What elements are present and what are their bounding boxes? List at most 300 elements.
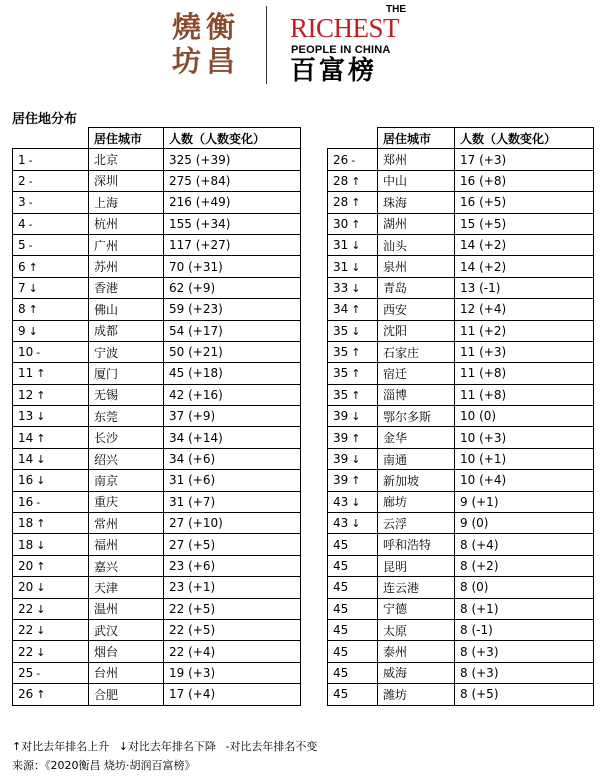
rank-cell bbox=[13, 427, 89, 448]
logo-people-in-china: PEOPLE IN CHINA bbox=[291, 44, 391, 56]
hengchang-seal-logo bbox=[172, 10, 240, 80]
trend-icon: ↑ bbox=[351, 174, 361, 188]
rank-cell bbox=[13, 149, 89, 170]
table-row bbox=[13, 299, 301, 320]
trend-icon: ↓ bbox=[36, 453, 46, 467]
table-row bbox=[13, 234, 301, 255]
trend-icon: - bbox=[28, 239, 33, 253]
count-cell: 14 (+2) bbox=[455, 234, 594, 255]
table-row bbox=[13, 577, 301, 598]
count-cell: 325 (+39) bbox=[164, 149, 301, 170]
count-header: 人数（人数变化） bbox=[455, 128, 594, 149]
table-row bbox=[328, 234, 594, 255]
trend-icon: - bbox=[36, 346, 41, 360]
rank-cell bbox=[13, 641, 89, 662]
city-cell: 广州 bbox=[89, 234, 164, 255]
rank-value: 35 bbox=[333, 387, 349, 402]
table-row bbox=[328, 384, 594, 405]
trend-icon: ↑ bbox=[351, 474, 361, 488]
count-cell: 27 (+10) bbox=[164, 513, 301, 534]
rank-value: 22 bbox=[18, 623, 34, 638]
table-row bbox=[13, 320, 301, 341]
rank-value: 4 bbox=[18, 216, 26, 231]
rank-cell bbox=[328, 427, 378, 448]
legend-down: ↓对比去年排名下降 bbox=[118, 740, 216, 753]
trend-icon: ↓ bbox=[351, 410, 361, 424]
rank-cell bbox=[13, 384, 89, 405]
city-cell: 沈阳 bbox=[378, 320, 455, 341]
city-cell: 泉州 bbox=[378, 256, 455, 277]
count-header: 人数（人数变化） bbox=[164, 128, 301, 149]
rank-cell bbox=[13, 256, 89, 277]
city-cell: 杭州 bbox=[89, 213, 164, 234]
rank-cell bbox=[328, 234, 378, 255]
logo-divider bbox=[266, 6, 267, 84]
city-cell: 厦门 bbox=[89, 363, 164, 384]
table-row bbox=[13, 534, 301, 555]
rank-cell bbox=[328, 384, 378, 405]
count-cell: 275 (+84) bbox=[164, 170, 301, 191]
rank-cell bbox=[328, 577, 378, 598]
rank-value: 39 bbox=[333, 409, 349, 424]
rank-cell bbox=[13, 534, 89, 555]
trend-icon: - bbox=[28, 196, 33, 210]
rank-cell bbox=[13, 406, 89, 427]
city-cell: 福州 bbox=[89, 534, 164, 555]
seal-char: 坊 bbox=[172, 44, 202, 78]
trend-icon: ↓ bbox=[351, 517, 361, 531]
count-cell: 17 (+4) bbox=[164, 684, 301, 705]
city-cell: 绍兴 bbox=[89, 448, 164, 469]
count-cell: 12 (+4) bbox=[455, 299, 594, 320]
trend-icon: ↑ bbox=[36, 560, 46, 573]
rank-header bbox=[328, 128, 378, 149]
rank-cell bbox=[13, 684, 89, 705]
table-row bbox=[13, 427, 301, 448]
rank-value: 39 bbox=[333, 473, 349, 488]
trend-icon: - bbox=[36, 666, 41, 680]
city-cell: 青岛 bbox=[378, 277, 455, 298]
table-row bbox=[13, 213, 301, 234]
count-cell: 54 (+17) bbox=[164, 320, 301, 341]
trend-icon: ↑ bbox=[36, 388, 46, 402]
count-cell: 8 (+3) bbox=[455, 641, 594, 662]
count-cell: 11 (+8) bbox=[455, 363, 594, 384]
count-cell: 10 (+4) bbox=[455, 470, 594, 491]
trend-icon: ↓ bbox=[28, 281, 38, 295]
trend-icon: ↓ bbox=[28, 324, 38, 338]
city-cell: 宁波 bbox=[89, 341, 164, 362]
trend-icon: ↑ bbox=[36, 367, 46, 381]
rank-value: 26 bbox=[18, 687, 34, 702]
rank-value: 16 bbox=[18, 494, 34, 509]
table-row bbox=[13, 684, 301, 705]
city-cell: 汕头 bbox=[378, 234, 455, 255]
count-cell: 27 (+5) bbox=[164, 534, 301, 555]
city-cell: 连云港 bbox=[378, 577, 455, 598]
table-row bbox=[13, 149, 301, 170]
rank-value: 18 bbox=[18, 516, 34, 531]
count-cell: 11 (+3) bbox=[455, 341, 594, 362]
city-cell: 呼和浩特 bbox=[378, 534, 455, 555]
rank-header bbox=[13, 128, 89, 149]
rank-cell bbox=[328, 619, 378, 640]
count-cell: 16 (+5) bbox=[455, 192, 594, 213]
table-row bbox=[13, 170, 301, 191]
count-cell: 16 (+8) bbox=[455, 170, 594, 191]
city-cell: 南通 bbox=[378, 448, 455, 469]
trend-icon: ↓ bbox=[351, 453, 361, 467]
trend-icon: - bbox=[28, 217, 33, 231]
table-row bbox=[13, 513, 301, 534]
rank-cell bbox=[328, 299, 378, 320]
table-row bbox=[13, 341, 301, 362]
rank-cell bbox=[328, 256, 378, 277]
count-cell: 216 (+49) bbox=[164, 192, 301, 213]
rank-value: 35 bbox=[333, 345, 349, 360]
count-cell: 8 (+2) bbox=[455, 555, 594, 576]
rank-cell bbox=[13, 448, 89, 469]
rank-value: 18 bbox=[18, 537, 34, 552]
count-cell: 31 (+7) bbox=[164, 491, 301, 512]
city-cell: 温州 bbox=[89, 598, 164, 619]
rank-cell bbox=[13, 363, 89, 384]
count-cell: 14 (+2) bbox=[455, 256, 594, 277]
source-note: 来源：《2020衡昌 烧坊·胡润百富榜》 bbox=[12, 759, 196, 772]
rank-value: 31 bbox=[333, 259, 349, 274]
seal-char: 昌 bbox=[206, 44, 236, 78]
table-row bbox=[13, 555, 301, 576]
city-cell: 威海 bbox=[378, 662, 455, 683]
city-cell: 南京 bbox=[89, 470, 164, 491]
trend-icon: ↑ bbox=[36, 431, 46, 445]
rank-cell bbox=[13, 619, 89, 640]
legend-up: ↑对比去年排名上升 bbox=[12, 740, 110, 753]
city-cell: 泰州 bbox=[378, 641, 455, 662]
count-cell: 10 (+1) bbox=[455, 448, 594, 469]
count-cell: 62 (+9) bbox=[164, 277, 301, 298]
count-cell: 11 (+8) bbox=[455, 384, 594, 405]
rank-value: 6 bbox=[18, 259, 26, 274]
rank-value: 22 bbox=[18, 601, 34, 616]
seal-char: 衡 bbox=[206, 10, 236, 44]
table-header-row bbox=[13, 128, 301, 149]
trend-icon: ↓ bbox=[36, 474, 46, 488]
rank-value: 14 bbox=[18, 452, 34, 467]
trend-icon: ↓ bbox=[351, 239, 361, 253]
city-cell: 北京 bbox=[89, 149, 164, 170]
city-cell: 宿迁 bbox=[378, 363, 455, 384]
count-cell: 8 (+5) bbox=[455, 684, 594, 705]
city-cell: 云浮 bbox=[378, 513, 455, 534]
table-row bbox=[328, 170, 594, 191]
rank-value: 45 bbox=[333, 537, 349, 552]
rank-cell bbox=[328, 320, 378, 341]
trend-icon: ↓ bbox=[36, 410, 46, 424]
trend-icon: ↑ bbox=[351, 196, 361, 210]
rank-value: 33 bbox=[333, 280, 349, 295]
table-row bbox=[328, 577, 594, 598]
table-row bbox=[13, 470, 301, 491]
rank-cell bbox=[13, 234, 89, 255]
rank-cell bbox=[13, 513, 89, 534]
rank-cell bbox=[328, 662, 378, 683]
rank-cell bbox=[13, 192, 89, 213]
table-row bbox=[328, 192, 594, 213]
trend-icon: ↓ bbox=[36, 602, 46, 616]
table-header-row bbox=[328, 128, 594, 149]
city-cell: 淄博 bbox=[378, 384, 455, 405]
rank-value: 28 bbox=[333, 173, 349, 188]
count-cell: 8 (-1) bbox=[455, 619, 594, 640]
city-cell: 无锡 bbox=[89, 384, 164, 405]
count-cell: 9 (+1) bbox=[455, 491, 594, 512]
rank-value: 14 bbox=[18, 430, 34, 445]
count-cell: 155 (+34) bbox=[164, 213, 301, 234]
count-cell: 42 (+16) bbox=[164, 384, 301, 405]
table-row bbox=[13, 491, 301, 512]
table-row bbox=[13, 448, 301, 469]
rank-cell bbox=[13, 598, 89, 619]
city-cell: 苏州 bbox=[89, 256, 164, 277]
city-cell: 上海 bbox=[89, 192, 164, 213]
rank-value: 11 bbox=[18, 366, 34, 381]
count-cell: 37 (+9) bbox=[164, 406, 301, 427]
rank-value: 1 bbox=[18, 152, 26, 167]
city-cell: 石家庄 bbox=[378, 341, 455, 362]
table-row bbox=[328, 534, 594, 555]
logo-richest: RICHEST bbox=[290, 13, 400, 43]
trend-icon: - bbox=[28, 174, 33, 188]
table-row bbox=[328, 427, 594, 448]
trend-icon: ↑ bbox=[36, 517, 46, 531]
rank-value: 39 bbox=[333, 430, 349, 445]
table-row bbox=[328, 555, 594, 576]
city-cell: 金华 bbox=[378, 427, 455, 448]
rank-cell bbox=[328, 277, 378, 298]
city-cell: 珠海 bbox=[378, 192, 455, 213]
trend-icon: ↓ bbox=[351, 324, 361, 338]
rank-value: 43 bbox=[333, 516, 349, 531]
table-row bbox=[13, 406, 301, 427]
count-cell: 10 (+3) bbox=[455, 427, 594, 448]
rank-value: 16 bbox=[18, 473, 34, 488]
city-cell: 中山 bbox=[378, 170, 455, 191]
hurun-richest-logo bbox=[290, 4, 420, 86]
rank-cell bbox=[13, 277, 89, 298]
table-row bbox=[328, 513, 594, 534]
rank-value: 9 bbox=[18, 323, 26, 338]
count-cell: 8 (+4) bbox=[455, 534, 594, 555]
city-cell: 长沙 bbox=[89, 427, 164, 448]
table-row bbox=[13, 192, 301, 213]
rank-cell bbox=[13, 470, 89, 491]
table-row bbox=[328, 149, 594, 170]
city-header: 居住城市 bbox=[378, 128, 455, 149]
rank-value: 34 bbox=[333, 302, 349, 317]
table-row bbox=[13, 384, 301, 405]
rank-value: 45 bbox=[333, 644, 349, 659]
rank-cell bbox=[328, 555, 378, 576]
table-row bbox=[328, 406, 594, 427]
rank-value: 39 bbox=[333, 452, 349, 467]
rank-value: 31 bbox=[333, 238, 349, 253]
rank-cell bbox=[328, 598, 378, 619]
table-row bbox=[328, 213, 594, 234]
legend-same: -对比去年排名不变 bbox=[225, 740, 318, 753]
city-cell: 廊坊 bbox=[378, 491, 455, 512]
trend-icon: ↑ bbox=[351, 217, 361, 231]
city-cell: 武汉 bbox=[89, 619, 164, 640]
count-cell: 22 (+5) bbox=[164, 619, 301, 640]
logo-the: THE bbox=[386, 4, 406, 15]
city-cell: 潍坊 bbox=[378, 684, 455, 705]
rank-cell bbox=[13, 320, 89, 341]
table-row bbox=[13, 256, 301, 277]
city-header: 居住城市 bbox=[89, 128, 164, 149]
count-cell: 59 (+23) bbox=[164, 299, 301, 320]
rank-value: 45 bbox=[333, 623, 349, 638]
count-cell: 10 (0) bbox=[455, 406, 594, 427]
count-cell: 70 (+31) bbox=[164, 256, 301, 277]
rank-value: 45 bbox=[333, 687, 349, 702]
table-row bbox=[328, 299, 594, 320]
city-cell: 东莞 bbox=[89, 406, 164, 427]
city-cell: 成都 bbox=[89, 320, 164, 341]
rank-cell bbox=[328, 491, 378, 512]
rank-cell bbox=[328, 341, 378, 362]
city-cell: 宁德 bbox=[378, 598, 455, 619]
city-cell: 常州 bbox=[89, 513, 164, 534]
rank-cell bbox=[328, 470, 378, 491]
table-row bbox=[13, 277, 301, 298]
trend-icon: ↑ bbox=[351, 388, 361, 402]
city-cell: 湖州 bbox=[378, 213, 455, 234]
city-cell: 佛山 bbox=[89, 299, 164, 320]
rank-cell bbox=[328, 170, 378, 191]
city-cell: 深圳 bbox=[89, 170, 164, 191]
city-cell: 合肥 bbox=[89, 684, 164, 705]
rank-value: 25 bbox=[18, 665, 34, 680]
logo-baifubang: 百富榜 bbox=[290, 56, 378, 86]
count-cell: 23 (+6) bbox=[164, 555, 301, 576]
rank-value: 12 bbox=[18, 387, 34, 402]
count-cell: 8 (+3) bbox=[455, 662, 594, 683]
rank-cell bbox=[328, 641, 378, 662]
rank-cell bbox=[328, 192, 378, 213]
section-title: 居住地分布 bbox=[12, 112, 78, 127]
trend-icon: ↑ bbox=[351, 346, 361, 360]
rank-value: 10 bbox=[18, 345, 34, 360]
rank-cell bbox=[13, 662, 89, 683]
rank-value: 45 bbox=[333, 559, 349, 573]
trend-legend bbox=[12, 738, 323, 754]
city-cell: 西安 bbox=[378, 299, 455, 320]
trend-icon: ↑ bbox=[351, 303, 361, 317]
rank-cell bbox=[328, 448, 378, 469]
table-row bbox=[328, 641, 594, 662]
rank-value: 45 bbox=[333, 665, 349, 680]
rank-cell bbox=[13, 577, 89, 598]
trend-icon: ↓ bbox=[36, 645, 46, 659]
rank-cell bbox=[328, 684, 378, 705]
table-row bbox=[328, 662, 594, 683]
rank-cell bbox=[13, 555, 89, 576]
trend-icon: ↑ bbox=[36, 688, 46, 702]
trend-icon: - bbox=[28, 153, 33, 167]
count-cell: 19 (+3) bbox=[164, 662, 301, 683]
rank-value: 22 bbox=[18, 644, 34, 659]
rank-value: 35 bbox=[333, 366, 349, 381]
rank-value: 20 bbox=[18, 580, 34, 595]
city-cell: 郑州 bbox=[378, 149, 455, 170]
count-cell: 9 (0) bbox=[455, 513, 594, 534]
count-cell: 31 (+6) bbox=[164, 470, 301, 491]
count-cell: 15 (+5) bbox=[455, 213, 594, 234]
rank-value: 28 bbox=[333, 195, 349, 210]
rank-value: 20 bbox=[18, 559, 34, 573]
rank-value: 43 bbox=[333, 494, 349, 509]
rank-value: 5 bbox=[18, 238, 26, 253]
rank-cell bbox=[13, 491, 89, 512]
city-cell: 天津 bbox=[89, 577, 164, 598]
count-cell: 45 (+18) bbox=[164, 363, 301, 384]
table-row bbox=[328, 491, 594, 512]
rank-value: 2 bbox=[18, 173, 26, 188]
trend-icon: ↓ bbox=[36, 624, 46, 638]
city-cell: 重庆 bbox=[89, 491, 164, 512]
trend-icon: ↓ bbox=[351, 260, 361, 274]
city-cell: 太原 bbox=[378, 619, 455, 640]
rank-value: 26 bbox=[333, 152, 349, 167]
trend-icon: ↑ bbox=[28, 303, 38, 317]
count-cell: 22 (+5) bbox=[164, 598, 301, 619]
count-cell: 8 (+1) bbox=[455, 598, 594, 619]
table-row bbox=[328, 598, 594, 619]
city-cell: 香港 bbox=[89, 277, 164, 298]
rank-value: 45 bbox=[333, 580, 349, 595]
table-row bbox=[13, 641, 301, 662]
rank-cell bbox=[328, 513, 378, 534]
rank-cell bbox=[328, 363, 378, 384]
trend-icon: - bbox=[351, 153, 356, 167]
city-cell: 鄂尔多斯 bbox=[378, 406, 455, 427]
rank-cell bbox=[13, 299, 89, 320]
city-cell: 烟台 bbox=[89, 641, 164, 662]
table-row bbox=[328, 256, 594, 277]
residence-table-left bbox=[12, 127, 301, 706]
rank-value: 7 bbox=[18, 280, 26, 295]
table-row bbox=[328, 448, 594, 469]
trend-icon: ↑ bbox=[351, 431, 361, 445]
rank-cell bbox=[328, 213, 378, 234]
residence-table-right bbox=[327, 127, 594, 706]
count-cell: 50 (+21) bbox=[164, 341, 301, 362]
count-cell: 17 (+3) bbox=[455, 149, 594, 170]
table-row bbox=[328, 363, 594, 384]
count-cell: 11 (+2) bbox=[455, 320, 594, 341]
table-row bbox=[13, 363, 301, 384]
count-cell: 34 (+14) bbox=[164, 427, 301, 448]
table-row bbox=[13, 619, 301, 640]
trend-icon: ↓ bbox=[351, 281, 361, 295]
trend-icon: ↑ bbox=[351, 367, 361, 381]
rank-value: 8 bbox=[18, 302, 26, 317]
rank-value: 3 bbox=[18, 195, 26, 210]
rank-value: 13 bbox=[18, 409, 34, 424]
seal-char: 燒 bbox=[172, 10, 202, 44]
city-cell: 新加坡 bbox=[378, 470, 455, 491]
